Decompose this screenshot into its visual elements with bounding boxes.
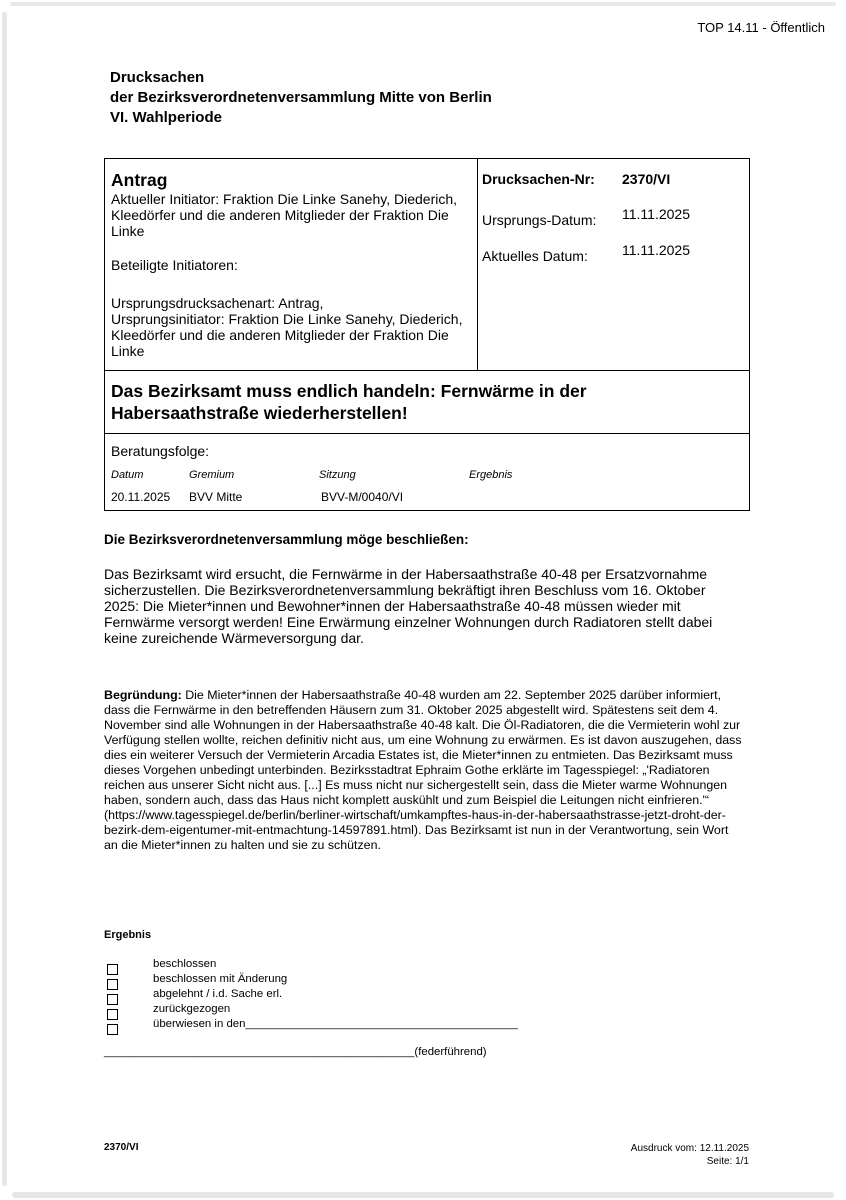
- cell-datum: 20.11.2025: [111, 490, 171, 504]
- involved-initiators: Beteiligte Initiatoren:: [111, 257, 238, 273]
- justification: [104, 688, 744, 853]
- result-heading: Ergebnis: [104, 929, 152, 941]
- box-divider: [477, 159, 478, 370]
- top-tag: TOP 14.11 - Öffentlich: [697, 20, 825, 35]
- title-line-1: Drucksachen: [110, 69, 205, 86]
- checkbox-icon[interactable]: [107, 1009, 118, 1020]
- antrag-box: [104, 158, 750, 371]
- checkbox-icon[interactable]: [107, 979, 118, 990]
- checkbox-icon[interactable]: [107, 994, 118, 1005]
- aktuelles-datum-value: 11.11.2025: [622, 242, 690, 258]
- footer-print-info: [631, 1142, 749, 1168]
- document-page: TOP 14.11 - Öffentlich Drucksachen der Bezirksverordnetenversammlung Mitte von Berlin VI. Wahlperiode Antrag Aktueller Initiator: Fraktion Die Linke Sanehy, Diederich, Kleedörfer und die anderen Mitglieder der Fraktion Die Linke Beteiligte Initiatoren: Ursprungsdrucksachenart: Antrag, Ursprungsinitiator: Fraktion Die Linke Sanehy, Diederich, Kleedörfer und die anderen Mitglieder der Fraktion Die Linke Drucksachen-Nr: 2370/VI Ursprungs-Datum: 11.11.2025 Aktuelles Datum: 11.11.2025 Das Bezirksamt muss endlich handeln: Fernwärme in der Habersaathstraße wiederherstellen! Beratungsfolge: Datum Gremium Sitzung Ergebnis 20.11.2025 BVV Mitte BVV-M/0040/VI Die Bezirksverordnetenversammlung möge beschließen: Das Bezirksamt wird ersucht, die Fernwärme in der Habersaathstraße 40-48 per Ersatzvornahme sicherzustellen. Die Bezirksverordnetenversammlung bekräftigt ihren Beschluss vom 16. Oktober 2025: Die Mieter*innen und Bewohner*innen der Habersaathstraße 40-48 müssen wieder mit Fernwärme versorgt werden! Eine Erwärmung einzelner Wohnungen durch Radiatoren stellt dabei keine zureichende Wärmeversorgung dar. Begründung: Die Mieter*innen der Habersaathstraße 40-48 wurden am 22. September 2025 darüber informiert, dass die Fernwärme in den betreffenden Häusern zum 31. Oktober 2025 abgestellt wird. Spätestens seit dem 4. November sind alle Wohnungen in der Habersaathstraße 40-48 kalt. Die Öl-Radiatoren, die die Vermieterin wohl zur Verfügung stellen wollte, reichen definitiv nicht aus, um eine Wohnung zu erwärmen. Es ist davon auszugehen, dass dies ein weiterer Versuch der Vermieterin Arcadia Estates ist, die Mieter*innen zu entmieten. Das Bezirksamt muss dieses Vorgehen unbedingt unterbinden. Bezirksstadtrat Ephraim Gothe erklärte im Tagesspiegel: „'Radiatoren reichen aus unserer Sicht nicht aus. [...] Es muss nicht nur sichergestellt sein, dass die Mieter warme Wohnungen haben, sondern auch, dass das Haus nicht komplett auskühlt und zum Beispiel die Leitungen nicht einfrieren.'“ (https://www.tagesspiegel.de/berlin/berliner-wirtschaft/umkampftes-haus-in-der-habersaathstrasse-jetzt-droht-der-bezirk-dem-eigentumer-mit-entmachtung-14597891.html). Das Bezirksamt ist nun in der Verantwortung, sein Wort an die Mieter*innen zu halten und sie zu schützen. Ergebnis beschlossen beschlossen mit Änderung abgelehnt / i.d. Sache erl. zurückgezogen überwiesen in den___________________________________________ _________________________________________________(federführend) 2370/VI Ausdruck vom: 12.11.2025 Seite: 1/1: [0, 0, 846, 1200]
- footer-doc-number: 2370/VI: [104, 1142, 139, 1153]
- beratung-box: [104, 433, 750, 511]
- resolution-text: Das Bezirksamt wird ersucht, die Fernwärme in der Habersaathstraße 40-48 per Ersatzvornahme sicherzustellen. Die Bezirksverordnetenversammlung bekräftigt ihren Beschluss vom 16. Oktober 2025: Die Mieter*innen und Bewohner*innen der Habersaathstraße 40-48 müssen wieder mit Fernwärme versorgt werden! Eine Erwärmung einzelner Wohnungen durch Radiatoren stellt dabei keine zureichende Wärmeversorgung dar.: [104, 566, 713, 646]
- checkbox-icon[interactable]: [107, 964, 118, 975]
- page-edge-bottom: [12, 1192, 834, 1198]
- checkbox-icon[interactable]: [107, 1024, 118, 1035]
- resolution-heading: Die Bezirksverordnetenversammlung möge beschließen:: [104, 532, 469, 547]
- beratung-title: Beratungsfolge:: [111, 443, 210, 459]
- col-gremium: Gremium: [189, 469, 235, 481]
- origin-initiator: Ursprungsinitiator: Fraktion Die Linke Sanehy, Diederich, Kleedörfer und die anderen Mitglieder der Fraktion Die Linke: [111, 311, 463, 359]
- col-ergebnis: Ergebnis: [469, 469, 513, 481]
- cell-gremium: BVV Mitte: [189, 490, 243, 504]
- subject-title: Das Bezirksamt muss endlich handeln: Fernwärme in der Habersaathstraße wiederherstellen!: [111, 381, 587, 423]
- cell-sitzung: BVV-M/0040/VI: [321, 490, 404, 504]
- justification-text: Die Mieter*innen der Habersaathstraße 40-48 wurden am 22. September 2025 darüber informiert, dass die Fernwärme in den betreffenden Häusern zum 31. Oktober 2025 abgestellt wird. Spätestens seit dem 4. November sind alle Wohnungen in der Habersaathstraße 40-48 kalt. Die Öl-Radiatoren, die die Vermieterin wohl zur Verfügung stellen wollte, reichen definitiv nicht aus, um eine Wohnung zu erwärmen. Es ist davon auszugehen, dass dies ein weiterer Versuch der Vermieterin Arcadia Estates ist, die Mieter*innen zu entmieten. Das Bezirksamt muss dieses Vorgehen unbedingt unterbinden. Bezirksstadtrat Ephraim Gothe erklärte im Tagesspiegel: „'Radiatoren reichen aus unserer Sicht nicht aus. [...] Es muss nicht nur sichergestellt sein, dass die Mieter warme Wohnungen haben, sondern auch, dass das Haus nicht komplett auskühlt und zum Beispiel die Leitungen nicht einfrieren.'“ (https://www.tagesspiegel.de/berlin/berliner-wirtschaft/umkampftes-haus-in-der-habersaathstrasse-jetzt-droht-der-bezirk-dem-eigentumer-mit-entmachtung-14597891.html). Das Bezirksamt ist nun in der Verantwortung, sein Wort an die Mieter*innen zu halten und sie zu schützen.: [104, 688, 742, 852]
- col-sitzung: Sitzung: [319, 469, 356, 481]
- aktuelles-datum-label: Aktuelles Datum:: [482, 248, 588, 264]
- footer-seite: Seite: 1/1: [706, 1156, 749, 1167]
- ursprungs-datum-label: Ursprungs-Datum:: [482, 212, 597, 228]
- col-datum: Datum: [111, 469, 144, 481]
- page-edge-top: [10, 2, 836, 6]
- subject-box: [104, 370, 750, 434]
- title-line-2: der Bezirksverordnetenversammlung Mitte von Berlin: [110, 89, 492, 106]
- justification-label: Begründung:: [104, 688, 182, 702]
- footer-ausdruck: Ausdruck vom: 12.11.2025: [630, 1143, 749, 1154]
- page-edge-left: [2, 12, 7, 1186]
- origin-doc-type: Ursprungsdrucksachenart: Antrag,: [111, 295, 324, 311]
- antrag-heading: Antrag: [111, 170, 168, 190]
- current-initiator: Aktueller Initiator: Fraktion Die Linke Sanehy, Diederich, Kleedörfer und die anderen Mitglieder der Fraktion Die Linke: [111, 191, 458, 239]
- federfuehrend-line: _________________________________________________(federführend): [104, 1046, 487, 1058]
- ursprungs-datum-value: 11.11.2025: [622, 206, 690, 222]
- document-title: [110, 68, 492, 128]
- drucksachen-nr-label: Drucksachen-Nr:: [482, 171, 595, 187]
- drucksachen-nr-value: 2370/VI: [622, 171, 671, 187]
- title-line-3: VI. Wahlperiode: [110, 109, 222, 126]
- antrag-info: [111, 169, 473, 359]
